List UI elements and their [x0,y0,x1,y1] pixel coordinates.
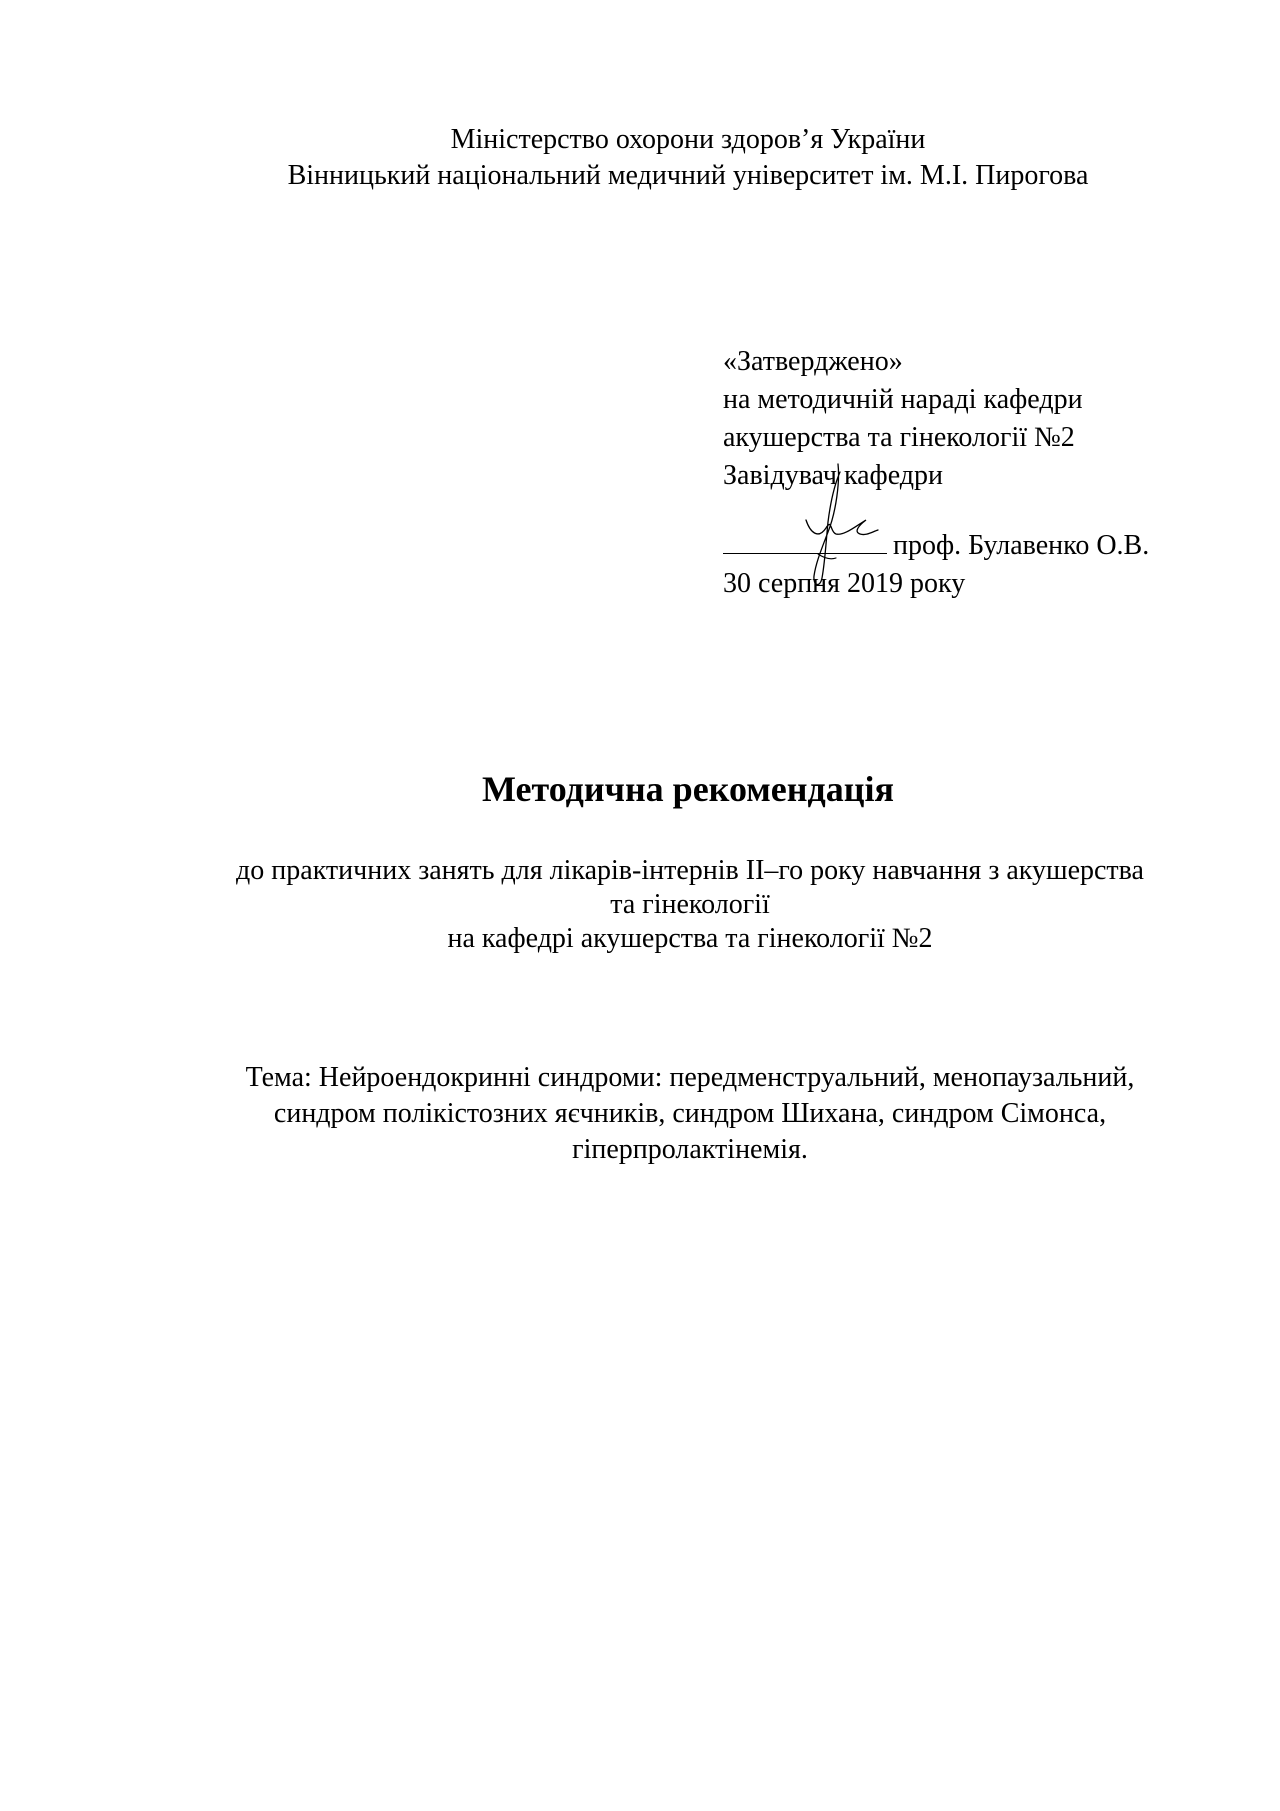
topic-line-1: Тема: Нейроендокринні синдроми: передменструальний, менопаузальний, [245,1062,1135,1093]
head-title-label: Завідувач кафедри [723,460,943,491]
document-subtitle [180,854,1200,956]
university-name: Вінницький національний медичний університет ім. М.І. Пирогова [287,160,1089,191]
approval-date: 30 серпня 2019 року [723,568,966,599]
signatory-name: проф. Булавенко О.В. [893,530,1150,561]
subtitle-line-3: на кафедрі акушерства та гінекології №2 [447,923,933,954]
approved-label: «Затверджено» [723,346,903,377]
document-topic [180,1060,1200,1168]
approval-block [723,343,1149,603]
ministry-name: Міністерство охорони здоров’я України [450,124,926,155]
subtitle-line-1: до практичних занять для лікарів-інтернів ІІ–го року навчання з акушерства [236,855,1144,886]
handwritten-signature [800,462,880,592]
signature-row [723,523,1149,565]
department-label: акушерства та гінекології №2 [723,422,1075,453]
topic-line-2: синдром полікістозних яєчників, синдром Шихана, синдром Сімонса, [273,1098,1107,1129]
document-title: Методична рекомендація [482,769,894,809]
meeting-label: на методичній нараді кафедри [723,384,1083,415]
topic-line-3: гіперпролактінемія. [572,1134,808,1165]
subtitle-line-2: та гінекології [610,889,770,920]
document-header [0,122,1280,194]
